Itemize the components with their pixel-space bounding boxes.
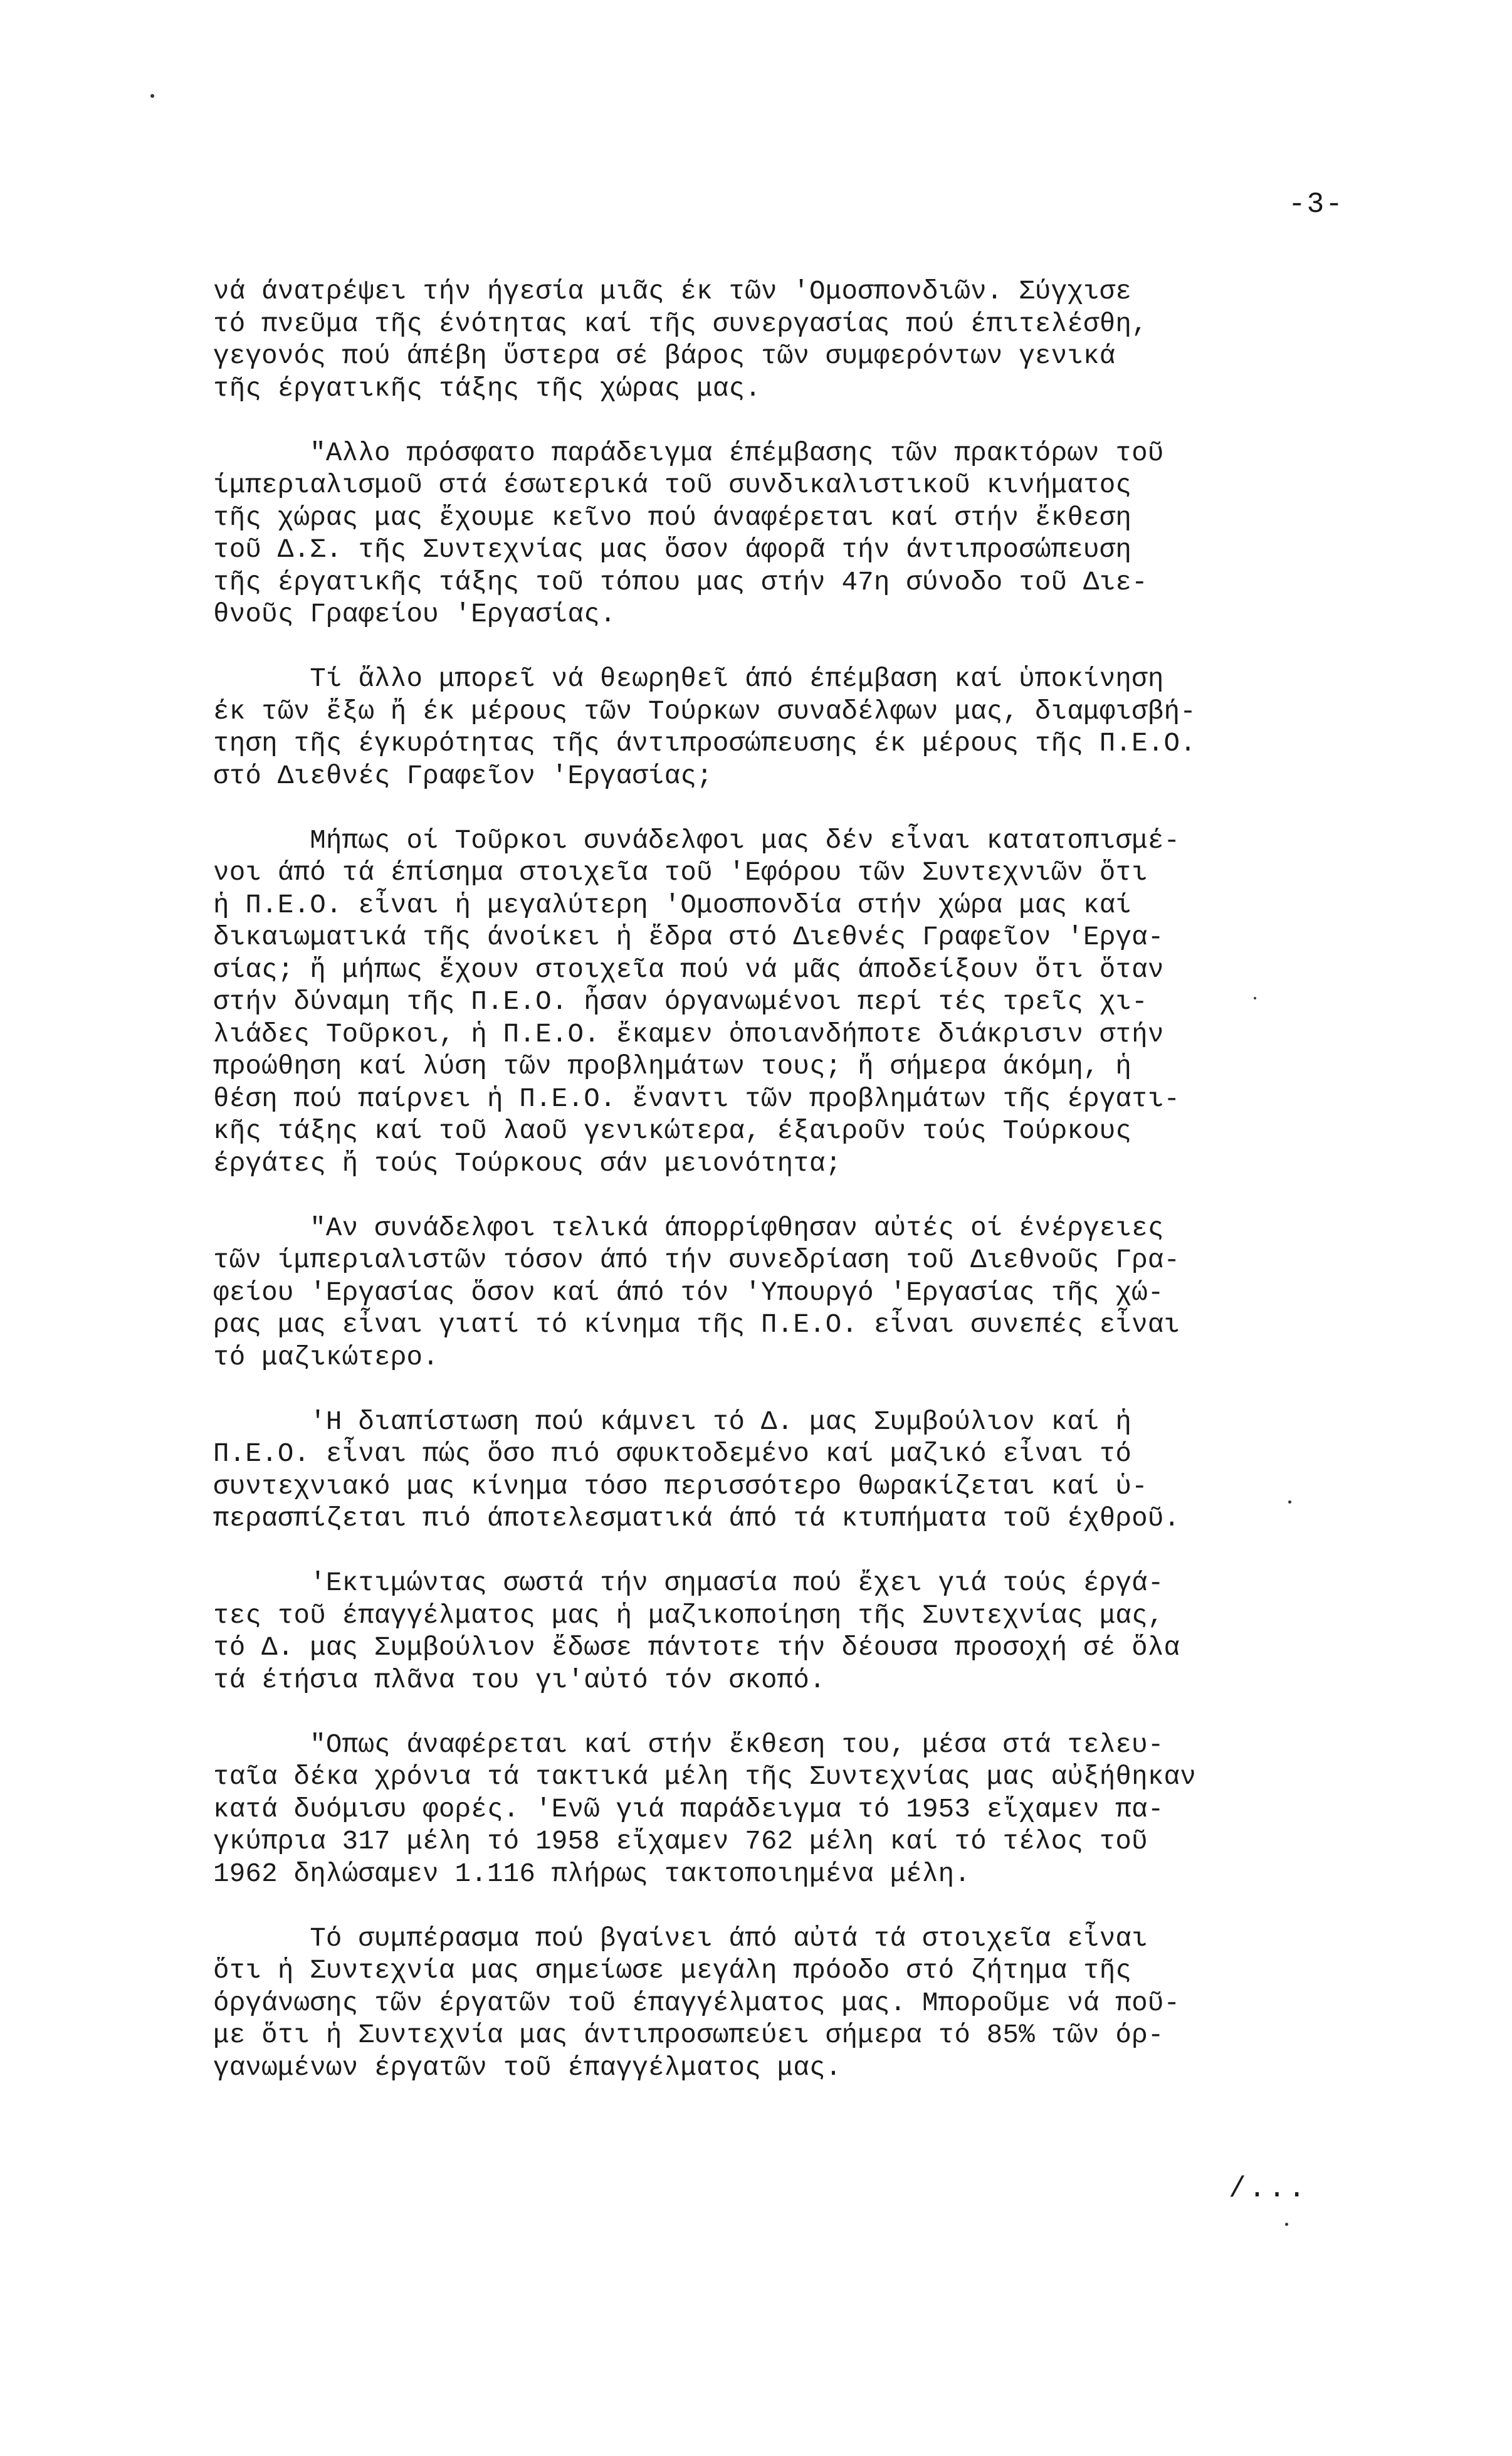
paragraph	[213, 438, 1360, 631]
text-line: "Αλλο πρόσφατο παράδειγμα έπέμβασης τῶν πρακτόρων τοῦ	[213, 438, 1164, 468]
text-line: Μήπως οί Τοῦρκοι συνάδελφοι μας δέν εἶναι κατατοπισμέ-	[213, 825, 1180, 856]
text-line: δικαιωματικά τῆς άνοίκει ἡ ἕδρα στό Διεθνές Γραφεῖον 'Εργα-	[213, 922, 1164, 952]
text-line: στό Διεθνές Γραφεῖον 'Εργασίας;	[213, 761, 713, 791]
text-line: περασπίζεται πιό άποτελεσματικά άπό τά κτυπήματα τοῦ έχθροῦ.	[213, 1504, 1180, 1534]
text-line: ταῖα δέκα χρόνια τά τακτικά μέλη τῆς Συντεχνίας μας αὐξήθηκαν	[213, 1762, 1196, 1792]
text-line: με ὅτι ἡ Συντεχνία μας άντιπροσωπεύει σήμερα τό 85% τῶν όρ-	[213, 2020, 1164, 2050]
text-line: τό μαζικώτερο.	[213, 1342, 439, 1373]
text-line: 'Εκτιμώντας σωστά τήν σημασία πού ἔχει γιά τούς έργά-	[213, 1568, 1164, 1598]
text-line: φείου 'Εργασίας ὅσον καί άπό τόν 'Υπουργό 'Εργασίας τῆς χώ-	[213, 1277, 1164, 1308]
paragraph	[213, 1213, 1360, 1374]
text-line: κῆς τάξης καί τοῦ λαοῦ γενικώτερα, έξαιροῦν τούς Τούρκους	[213, 1116, 1132, 1146]
text-line: στήν δύναμη τῆς Π.Ε.Ο. ἦσαν όργανωμένοι περί τές τρεῖς χι-	[213, 987, 1148, 1017]
paragraph	[213, 1923, 1360, 2085]
text-line: γεγονός πού άπέβη ὕστερα σέ βάρος τῶν συμφερόντων γενικά	[213, 341, 1116, 371]
text-line: τῶν ίμπεριαλιστῶν τόσον άπό τήν συνεδρίαση τοῦ Διεθνοῦς Γρα-	[213, 1245, 1180, 1275]
paragraph	[213, 825, 1360, 1181]
document-body	[213, 276, 1360, 2117]
text-line: τό Δ. μας Συμβούλιον ἔδωσε πάντοτε τήν δέουσα προσοχή σέ ὅλα	[213, 1633, 1180, 1663]
paragraph	[213, 276, 1360, 405]
text-line: τες τοῦ έπαγγέλματος μας ἡ μαζικοποίηση τῆς Συντεχνίας μας,	[213, 1600, 1164, 1631]
page-number: -3-	[1288, 188, 1344, 221]
text-line: 1962 δηλώσαμεν 1.116 πλήρως τακτοποιημένα μέλη.	[213, 1858, 971, 1889]
text-line: "Αν συνάδελφοι τελικά άπορρίφθησαν αὐτές οί ένέργειες	[213, 1213, 1164, 1243]
text-line: τό πνεῦμα τῆς ένότητας καί τῆς συνεργασίας πού έπιτελέσθη,	[213, 308, 1148, 339]
text-line: τηση τῆς έγκυρότητας τῆς άντιπροσώπευσης έκ μέρους τῆς Π.Ε.Ο.	[213, 729, 1196, 759]
text-line: θέση πού παίρνει ἡ Π.Ε.Ο. ἔναντι τῶν προβλημάτων τῆς έργατι-	[213, 1083, 1180, 1114]
text-line: θνοῦς Γραφείου 'Εργασίας.	[213, 599, 616, 630]
text-line: Τό συμπέρασμα πού βγαίνει άπό αὐτά τά στοιχεῖα εἶναι	[213, 1923, 1148, 1954]
text-line: τά έτήσια πλᾶνα του γι'αὐτό τόν σκοπό.	[213, 1665, 826, 1695]
paragraph	[213, 1406, 1360, 1536]
paragraph	[213, 1568, 1360, 1697]
text-line: 'Η διαπίστωση πού κάμνει τό Δ. μας Συμβούλιον καί ἡ	[213, 1406, 1132, 1437]
text-line: τοῦ Δ.Σ. τῆς Συντεχνίας μας ὅσον άφορᾶ τήν άντιπροσώπευση	[213, 535, 1132, 565]
text-line: σίας; ἤ μήπως ἔχουν στοιχεῖα πού νά μᾶς άποδείξουν ὅτι ὅταν	[213, 954, 1164, 985]
text-line: ὅτι ἡ Συντεχνία μας σημείωσε μεγάλη πρόοδο στό ζήτημα τῆς	[213, 1956, 1132, 1986]
text-line: τῆς χώρας μας ἔχουμε κεῖνο πού άναφέρεται καί στήν ἔκθεση	[213, 502, 1132, 533]
ink-speck	[150, 94, 154, 98]
text-line: νά άνατρέψει τήν ήγεσία μιᾶς έκ τῶν 'Ομοσπονδιῶν. Σύγχισε	[213, 277, 1132, 307]
text-line: γκύπρια 317 μέλη τό 1958 εἴχαμεν 762 μέλη καί τό τέλος τοῦ	[213, 1826, 1148, 1857]
text-line: έργάτες ἤ τούς Τούρκους σάν μειονότητα;	[213, 1148, 842, 1179]
text-line: ἡ Π.Ε.Ο. εἶναι ἡ μεγαλύτερη 'Ομοσπονδία στήν χώρα μας καί	[213, 890, 1132, 920]
text-line: λιάδες Τοῦρκοι, ἡ Π.Ε.Ο. ἔκαμεν ὁποιανδήποτε διάκρισιν στήν	[213, 1019, 1164, 1050]
paragraph	[213, 663, 1360, 793]
text-line: προώθηση καί λύση τῶν προβλημάτων τους; ἤ σήμερα άκόμη, ἡ	[213, 1051, 1132, 1082]
paragraph	[213, 1729, 1360, 1891]
text-line: νοι άπό τά έπίσημα στοιχεῖα τοῦ 'Εφόρου τῶν Συντεχνιῶν ὅτι	[213, 858, 1148, 888]
text-line: έκ τῶν ἔξω ἤ έκ μέρους τῶν Τούρκων συναδέλφων μας, διαμφισβή-	[213, 696, 1196, 727]
text-line: συντεχνιακό μας κίνημα τόσο περισσότερο θωρακίζεται καί ὑ-	[213, 1471, 1148, 1502]
text-line: ίμπεριαλισμοῦ στά έσωτερικά τοῦ συνδικαλιστικοῦ κινήματος	[213, 470, 1132, 500]
text-line: γανωμένων έργατῶν τοῦ έπαγγέλματος μας.	[213, 2052, 842, 2083]
text-line: "Οπως άναφέρεται καί στήν ἔκθεση του, μέσα στά τελευ-	[213, 1729, 1164, 1760]
text-line: τῆς έργατικῆς τάξης τῆς χώρας μας.	[213, 373, 761, 404]
ink-speck	[1285, 2223, 1288, 2226]
text-line: Τί ἄλλο μπορεῖ νά θεωρηθεῖ άπό έπέμβαση καί ὑποκίνηση	[213, 664, 1164, 694]
text-line: κατά δυόμισυ φορές. 'Ενῶ γιά παράδειγμα τό 1953 εἴχαμεν πα-	[213, 1794, 1164, 1825]
text-line: τῆς έργατικῆς τάξης τοῦ τόπου μας στήν 47η σύνοδο τοῦ Διε-	[213, 567, 1148, 598]
text-line: ρας μας εἶναι γιατί τό κίνημα τῆς Π.Ε.Ο. εἶναι συνεπές εἶναι	[213, 1310, 1180, 1340]
continuation-mark: /...	[1229, 2173, 1308, 2205]
text-line: όργάνωσης τῶν έργατῶν τοῦ έπαγγέλματος μας. Μποροῦμε νά ποῦ-	[213, 1988, 1180, 2018]
text-line: Π.Ε.Ο. εἶναι πώς ὅσο πιό σφυκτοδεμένο καί μαζικό εἶναι τό	[213, 1439, 1132, 1469]
